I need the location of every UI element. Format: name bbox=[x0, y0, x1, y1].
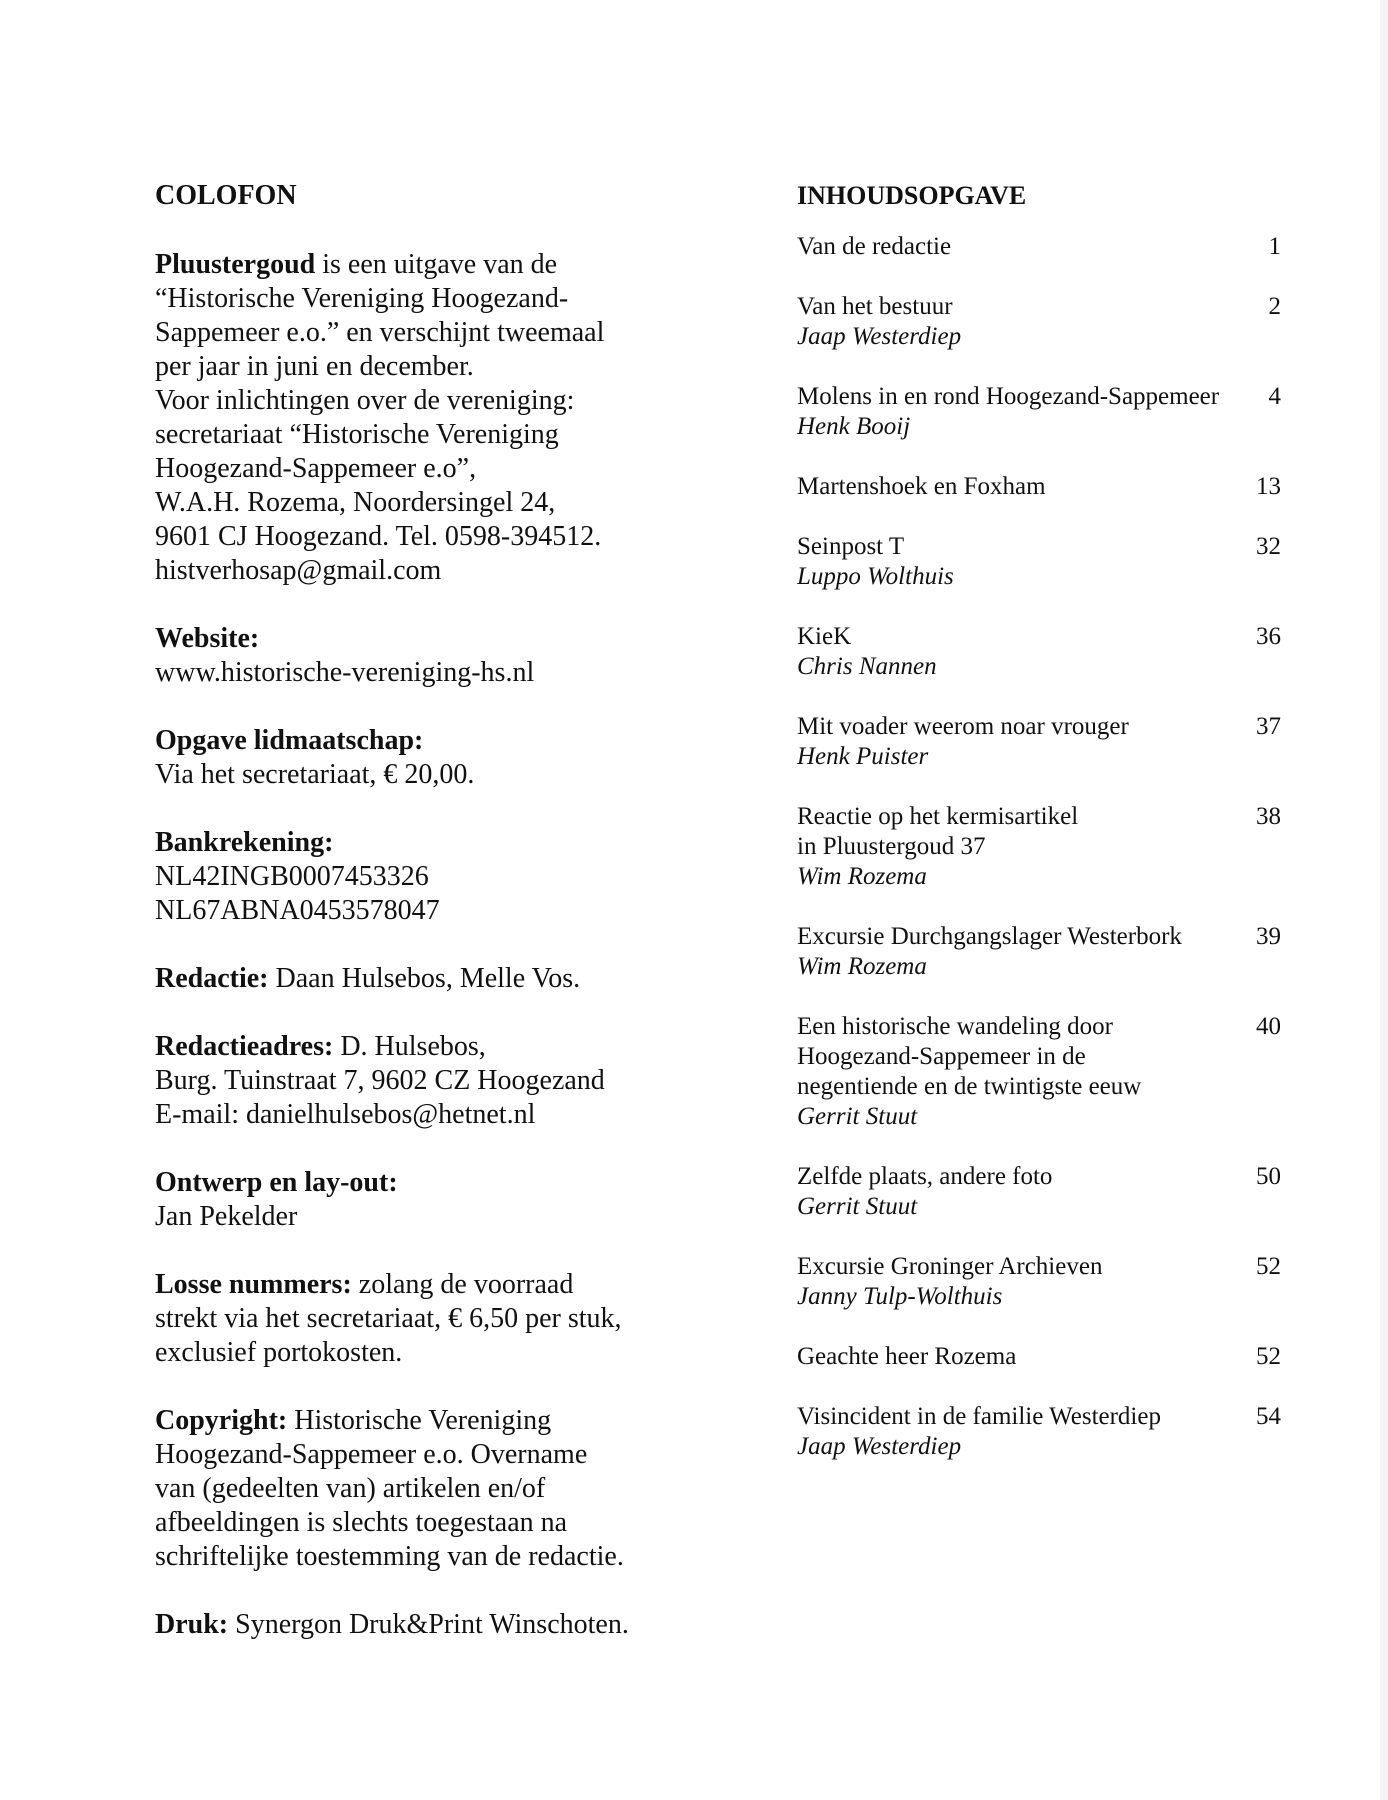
toc-entry-title: KieK bbox=[797, 623, 852, 650]
toc-entry-title: Excursie Durchgangslager Westerbork bbox=[797, 923, 1182, 950]
membership-text: Via het secretariaat, € 20,00. bbox=[155, 759, 475, 790]
toc-entry[interactable] bbox=[797, 1162, 1281, 1222]
bank-section bbox=[155, 826, 675, 928]
editorial-email[interactable]: E-mail: danielhulsebos@hetnet.nl bbox=[155, 1099, 536, 1130]
website-label: Website: bbox=[155, 623, 260, 654]
toc-entry-author: Gerrit Stuut bbox=[797, 1193, 918, 1220]
toc-entry[interactable] bbox=[797, 712, 1281, 772]
toc-entry-title: in Pluustergoud 37 bbox=[797, 833, 986, 860]
membership-label: Opgave lidmaatschap: bbox=[155, 725, 424, 756]
colofon-heading: COLOFON bbox=[155, 180, 297, 211]
toc-entry-page-number: 13 bbox=[1256, 473, 1281, 500]
membership-section bbox=[155, 724, 675, 792]
toc-entry-author: Wim Rozema bbox=[797, 953, 927, 980]
toc-entry-title: Visincident in de familie Westerdiep bbox=[797, 1403, 1161, 1430]
toc-heading: INHOUDSOPGAVE bbox=[797, 181, 1027, 210]
toc-entry-title: Molens in en rond Hoogezand-Sappemeer bbox=[797, 383, 1220, 410]
toc-entry-author: Gerrit Stuut bbox=[797, 1103, 918, 1130]
toc-entry-title: Een historische wandeling door bbox=[797, 1013, 1113, 1040]
toc-entry[interactable] bbox=[797, 1252, 1281, 1312]
toc-entry-page-number: 2 bbox=[1268, 293, 1281, 320]
toc-entry-author: Henk Booij bbox=[797, 413, 911, 440]
toc-entry-title: Van de redactie bbox=[797, 233, 952, 260]
toc-entry-title: Reactie op het kermisartikel bbox=[797, 803, 1079, 830]
toc-entry-title: Mit voader weerom noar vrouger bbox=[797, 713, 1129, 740]
print-section: Druk: Synergon Druk&Print Winschoten. bbox=[155, 1609, 629, 1640]
toc-entry[interactable] bbox=[797, 1402, 1281, 1462]
toc-entry-author: Luppo Wolthuis bbox=[797, 563, 954, 590]
toc-entry-title: Seinpost T bbox=[797, 533, 905, 560]
toc-entry-author: Henk Puister bbox=[797, 743, 929, 770]
toc-entry-page-number: 52 bbox=[1256, 1343, 1281, 1370]
single-issues-section: Losse nummers: zolang de voorraad strekt via het secretariaat, € 6,50 per stuk, exclusief portokosten. bbox=[155, 1269, 622, 1368]
toc-entry-title: Geachte heer Rozema bbox=[797, 1343, 1017, 1370]
toc-entry[interactable] bbox=[797, 532, 1281, 592]
design-section bbox=[155, 1166, 675, 1234]
toc-entry-page-number: 39 bbox=[1256, 923, 1281, 950]
website-link[interactable]: www.historische-vereniging-hs.nl bbox=[155, 657, 535, 688]
toc-entry[interactable] bbox=[797, 622, 1281, 682]
toc-entry-title: Van het bestuur bbox=[797, 293, 953, 320]
toc-entry[interactable] bbox=[797, 232, 1281, 262]
brand-name: Pluustergoud bbox=[155, 249, 316, 280]
toc-entry-page-number: 36 bbox=[1256, 623, 1281, 650]
design-text: Jan Pekelder bbox=[155, 1201, 298, 1232]
editorial-address-label: Redactieadres: bbox=[155, 1031, 334, 1062]
toc-entry[interactable] bbox=[797, 1342, 1281, 1372]
toc-entry-page-number: 38 bbox=[1256, 803, 1281, 830]
toc-entry-author: Jaap Westerdiep bbox=[797, 323, 962, 350]
toc-entry-title: Zelfde plaats, andere foto bbox=[797, 1163, 1053, 1190]
toc-entry-title: Excursie Groninger Archieven bbox=[797, 1253, 1103, 1280]
toc-entry-page-number: 52 bbox=[1256, 1253, 1281, 1280]
toc-entry-author: Wim Rozema bbox=[797, 863, 927, 890]
website-section bbox=[155, 622, 675, 690]
bank-account: NL42INGB0007453326 bbox=[155, 861, 429, 892]
design-label: Ontwerp en lay-out: bbox=[155, 1167, 398, 1198]
toc-entry-page-number: 32 bbox=[1256, 533, 1281, 560]
editors-section bbox=[155, 962, 675, 996]
toc-entry-title: Hoogezand-Sappemeer in de bbox=[797, 1043, 1086, 1070]
toc-entry-page-number: 54 bbox=[1256, 1403, 1281, 1430]
toc-entry-author: Jaap Westerdiep bbox=[797, 1433, 962, 1460]
toc-list bbox=[797, 232, 1281, 1462]
toc-entry-page-number: 50 bbox=[1256, 1163, 1281, 1190]
toc-entry-author: Chris Nannen bbox=[797, 653, 937, 680]
toc-entry-title: negentiende en de twintigste eeuw bbox=[797, 1073, 1142, 1100]
contact-email[interactable]: histverhosap@gmail.com bbox=[155, 555, 442, 586]
colofon-intro: Pluustergoud is een uitgave van de “Historische Vereniging Hoogezand- Sappemeer e.o.” en verschijnt tweemaal per jaar in juni en december. Voor inlichtingen over de vereniging: secretariaat “Historische Vereniging Hoogezand-Sappemeer e.o”, W.A.H. Rozema, Noordersingel 24, 9601 CJ Hoogezand. Tel. 0598-394512. histverhosap@gmail.com bbox=[155, 248, 675, 588]
toc-entry-title: Martenshoek en Foxham bbox=[797, 473, 1046, 500]
toc-entry[interactable] bbox=[797, 802, 1281, 892]
toc-entry-page-number: 37 bbox=[1256, 713, 1281, 740]
toc-entry[interactable] bbox=[797, 292, 1281, 352]
bank-account: NL67ABNA0453578047 bbox=[155, 895, 440, 926]
toc-entry[interactable] bbox=[797, 472, 1281, 502]
toc-entry[interactable] bbox=[797, 382, 1281, 442]
toc-entry[interactable] bbox=[797, 922, 1281, 982]
toc-entry[interactable] bbox=[797, 1012, 1281, 1132]
editors-text: Daan Hulsebos, Melle Vos. bbox=[268, 963, 581, 994]
bank-label: Bankrekening: bbox=[155, 827, 334, 858]
editorial-address-section: Redactieadres: D. Hulsebos, Burg. Tuinstraat 7, 9602 CZ Hoogezand E-mail: danielhulsebos@hetnet.nl bbox=[155, 1030, 675, 1132]
editors-label: Redactie: bbox=[155, 963, 269, 994]
toc-entry-page-number: 4 bbox=[1268, 383, 1281, 410]
toc-entry-page-number: 40 bbox=[1256, 1013, 1281, 1040]
single-issues-label: Losse nummers: bbox=[155, 1269, 352, 1300]
toc-entry-author: Janny Tulp-Wolthuis bbox=[797, 1283, 1003, 1310]
toc-entry-page-number: 1 bbox=[1268, 233, 1281, 260]
print-label: Druk: bbox=[155, 1609, 229, 1640]
toc-column bbox=[797, 178, 1281, 1462]
colofon-column bbox=[155, 178, 675, 1642]
copyright-section: Copyright: Historische Vereniging Hoogezand-Sappemeer e.o. Overname van (gedeelten van) artikelen en/of afbeeldingen is slechts toegestaan na schriftelijke toestemming van de redactie. bbox=[155, 1405, 624, 1572]
copyright-label: Copyright: bbox=[155, 1405, 288, 1436]
